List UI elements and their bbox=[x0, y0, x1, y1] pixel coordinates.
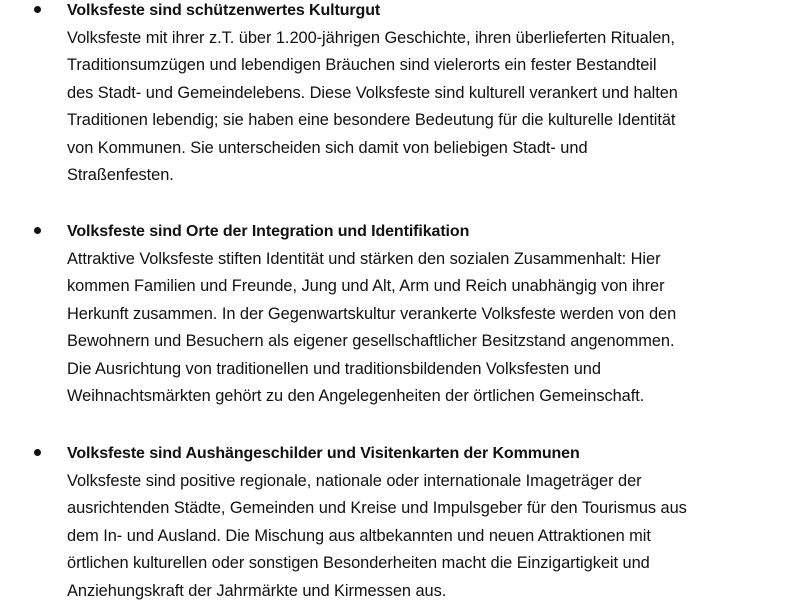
body-line: Volksfeste mit ihrer z.T. über 1.200-jährigen Geschichte, ihren überlieferten Ritualen, bbox=[67, 28, 675, 47]
bullet-section-aushaengeschilder bbox=[67, 440, 767, 605]
section-heading: Volksfeste sind schützenwertes Kulturgut bbox=[67, 2, 381, 19]
body-line: Traditionsumzügen und lebendigen Bräuchen sind vielerorts ein fester Bestandteil bbox=[67, 56, 657, 74]
body-line: Bewohnern und Besuchern als eigener gesellschaftlicher Besitzstand angenommen. bbox=[67, 332, 675, 350]
body-line: Anziehungskraft der Jahrmärkte und Kirmessen aus. bbox=[67, 581, 447, 600]
body-line: Volksfeste sind positive regionale, nationale oder internationale Imageträger der bbox=[67, 471, 642, 490]
bullet-section-kulturgut bbox=[67, 0, 767, 190]
body-line: dem In- und Ausland. Die Mischung aus altbekannten und neuen Attraktionen mit bbox=[67, 526, 651, 545]
bullet-section-integration bbox=[67, 218, 767, 411]
body-line: ausrichtenden Städte, Gemeinden und Kreise und Impulsgeber für den Tourismus aus bbox=[67, 499, 687, 517]
body-line: Die Ausrichtung von traditionellen und traditionsbildenden Volksfesten und bbox=[67, 359, 601, 378]
body-line: Weihnachtsmärkten gehört zu den Angelegenheiten der örtlichen Gemeinschaft. bbox=[67, 387, 645, 405]
bullet-dot-icon bbox=[34, 449, 41, 456]
body-line: Traditionen lebendig; sie haben eine besondere Bedeutung für die kulturelle Identität bbox=[67, 111, 676, 129]
body-line: von Kommunen. Sie unterscheiden sich damit von beliebigen Stadt- und bbox=[67, 138, 588, 157]
body-line: Attraktive Volksfeste stiften Identität und stärken den sozialen Zusammenhalt: Hier bbox=[67, 249, 661, 268]
body-line: Herkunft zusammen. In der Gegenwartskultur verankerte Volksfeste werden von den bbox=[67, 304, 677, 323]
body-line: des Stadt- und Gemeindelebens. Diese Volksfeste sind kulturell verankert und halten bbox=[67, 83, 678, 102]
section-body bbox=[67, 25, 767, 190]
body-line: Straßenfesten. bbox=[67, 166, 174, 184]
section-heading: Volksfeste sind Aushängeschilder und Visitenkarten der Kommunen bbox=[67, 445, 580, 462]
section-body bbox=[67, 246, 767, 411]
bullet-dot-icon bbox=[34, 6, 41, 13]
bullet-dot-icon bbox=[34, 227, 41, 234]
section-heading: Volksfeste sind Orte der Integration und Identifikation bbox=[67, 223, 470, 240]
body-line: kommen Familien und Freunde, Jung und Alt, Arm und Reich unabhängig von ihrer bbox=[67, 277, 665, 295]
body-line: örtlichen kulturellen oder sonstigen Besonderheiten macht die Einzigartigkeit und bbox=[67, 554, 650, 572]
section-body bbox=[67, 468, 767, 605]
